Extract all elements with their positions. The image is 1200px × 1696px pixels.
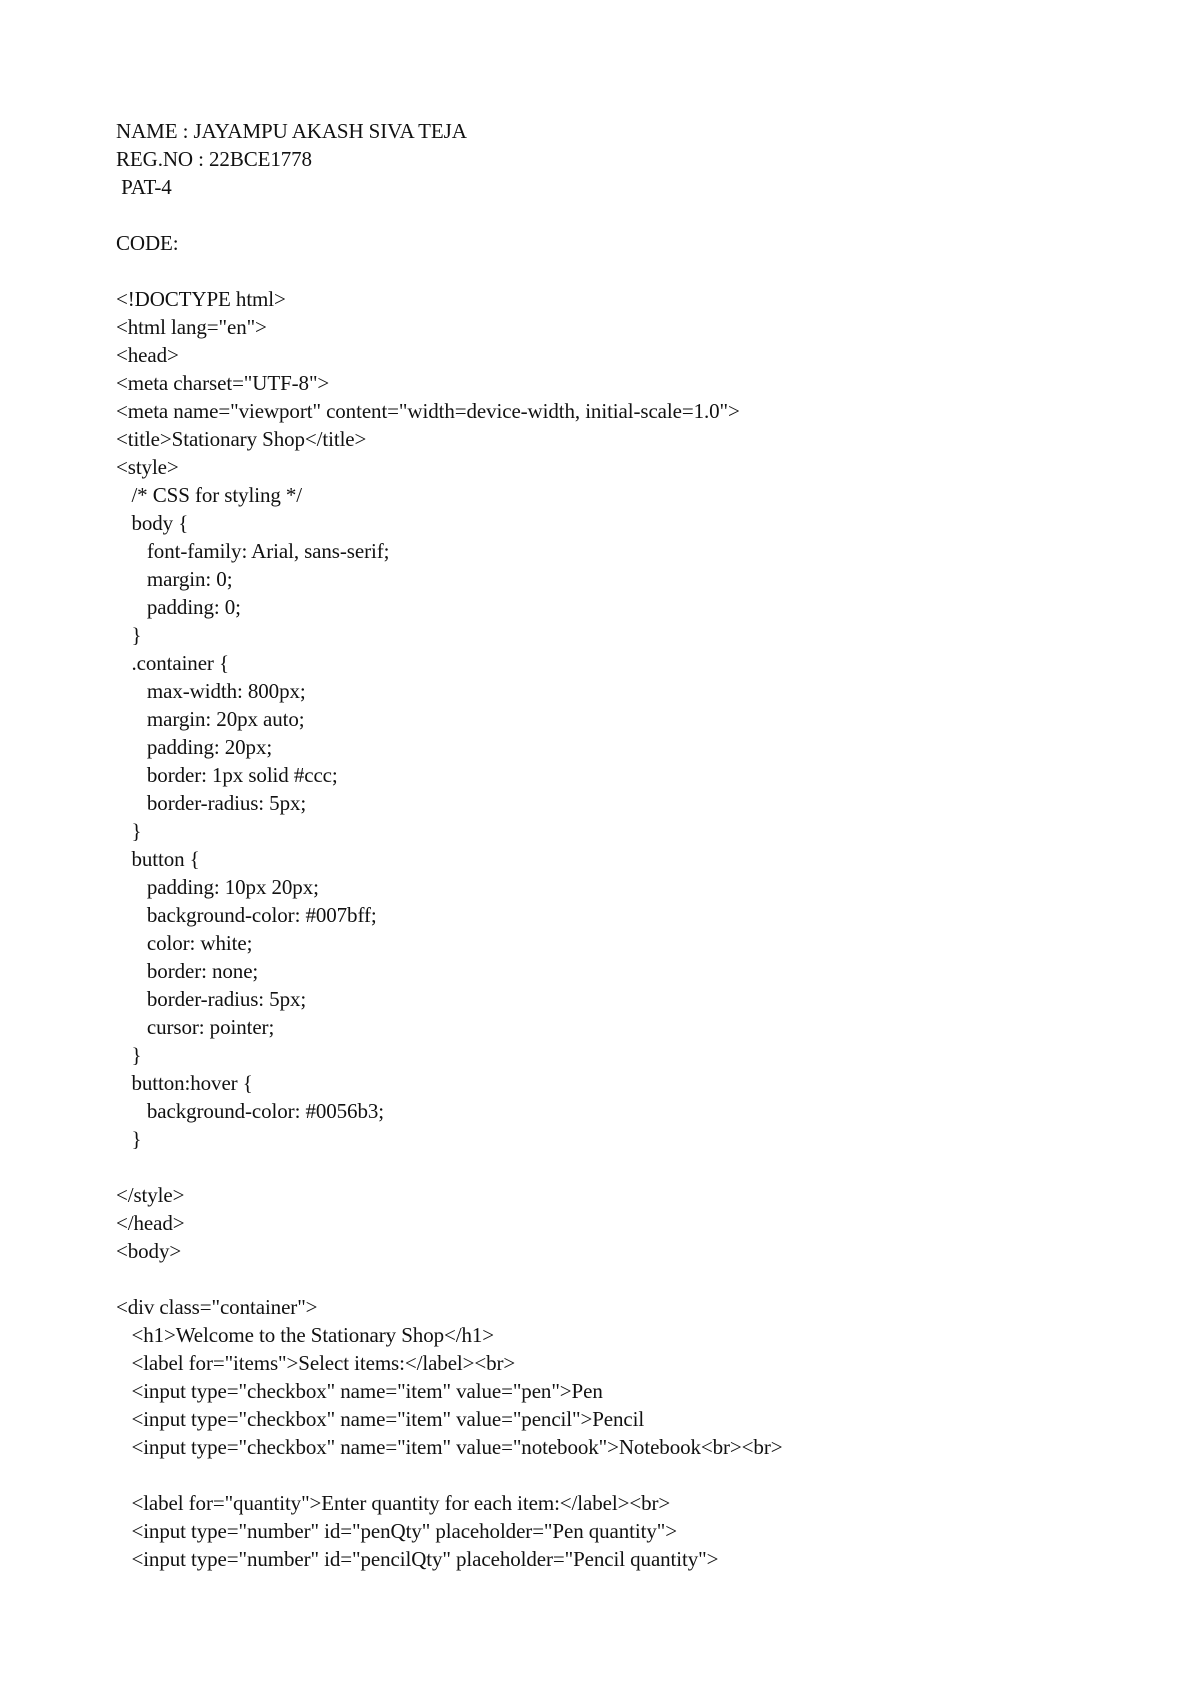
code-line: <input type="checkbox" name="item" value="pencil">Pencil <box>116 1407 645 1431</box>
code-line: padding: 20px; <box>116 735 273 759</box>
code-line: <label for="items">Select items:</label><br> <box>116 1351 516 1375</box>
code-line: border: none; <box>116 959 259 983</box>
code-line: button { <box>116 847 200 871</box>
code-line: body { <box>116 511 189 535</box>
blank-line <box>116 201 1116 229</box>
code-line: color: white; <box>116 931 253 955</box>
document-body <box>116 117 1116 1573</box>
code-line: } <box>116 623 142 647</box>
code-line: background-color: #0056b3; <box>116 1099 384 1123</box>
code-line: <input type="checkbox" name="item" value="notebook">Notebook<br><br> <box>116 1435 783 1459</box>
code-listing <box>116 285 1116 1573</box>
code-line: <input type="number" id="penQty" placeholder="Pen quantity"> <box>116 1519 677 1543</box>
code-line: <head> <box>116 343 179 367</box>
code-line: border-radius: 5px; <box>116 987 307 1011</box>
pat-line: PAT-4 <box>116 175 172 199</box>
code-line: <div class="container"> <box>116 1295 318 1319</box>
code-line: padding: 10px 20px; <box>116 875 319 899</box>
code-line: <body> <box>116 1239 182 1263</box>
code-line: border: 1px solid #ccc; <box>116 763 338 787</box>
code-line: <title>Stationary Shop</title> <box>116 427 367 451</box>
code-line: button:hover { <box>116 1071 253 1095</box>
code-line: .container { <box>116 651 229 675</box>
code-line: max-width: 800px; <box>116 679 306 703</box>
code-line: } <box>116 1127 142 1151</box>
code-line: background-color: #007bff; <box>116 903 377 927</box>
blank-line <box>116 257 1116 285</box>
code-line: <input type="number" id="pencilQty" placeholder="Pencil quantity"> <box>116 1547 719 1571</box>
code-line: </head> <box>116 1211 185 1235</box>
code-line: <html lang="en"> <box>116 315 267 339</box>
code-line: <!DOCTYPE html> <box>116 287 286 311</box>
code-line: font-family: Arial, sans-serif; <box>116 539 390 563</box>
code-line <box>116 1153 1116 1181</box>
code-line <box>116 1461 1116 1489</box>
code-line <box>116 1265 1116 1293</box>
code-line: } <box>116 819 142 843</box>
registration-number-line: REG.NO : 22BCE1778 <box>116 147 312 171</box>
code-line: cursor: pointer; <box>116 1015 275 1039</box>
code-line: /* CSS for styling */ <box>116 483 303 507</box>
code-line: <label for="quantity">Enter quantity for each item:</label><br> <box>116 1491 671 1515</box>
code-line: </style> <box>116 1183 185 1207</box>
code-line: border-radius: 5px; <box>116 791 307 815</box>
code-heading: CODE: <box>116 231 179 255</box>
code-line: <h1>Welcome to the Stationary Shop</h1> <box>116 1323 495 1347</box>
code-line: } <box>116 1043 142 1067</box>
code-line: padding: 0; <box>116 595 241 619</box>
code-line: <style> <box>116 455 179 479</box>
code-line: margin: 20px auto; <box>116 707 305 731</box>
student-name-line: NAME : JAYAMPU AKASH SIVA TEJA <box>116 119 467 143</box>
code-line: <input type="checkbox" name="item" value="pen">Pen <box>116 1379 603 1403</box>
code-line: <meta name="viewport" content="width=device-width, initial-scale=1.0"> <box>116 399 740 423</box>
code-line: margin: 0; <box>116 567 233 591</box>
code-line: <meta charset="UTF-8"> <box>116 371 330 395</box>
